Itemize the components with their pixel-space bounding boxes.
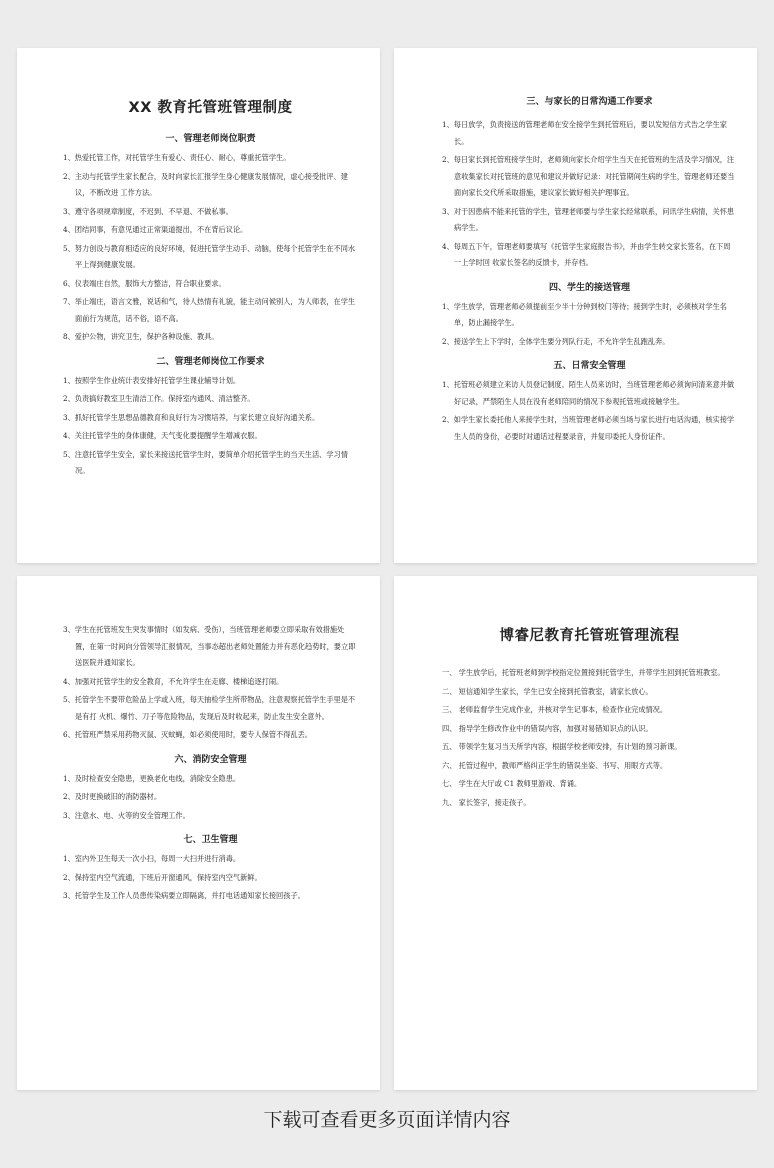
list-item: 3、遵守各项规章制度，不迟到、不早退、不做私事。 xyxy=(63,206,233,216)
section-heading: 七、卫生管理 xyxy=(183,835,238,845)
list-item: 5、努力创设与教育相适应的良好环境，促进托管学生动手、动脑，使每个托管学生在不同水平上得到健康发展。 xyxy=(63,243,356,269)
list-item: 6、托管班严禁采用药物灭鼠、灭蚊蝇，如必须使用时，要专人保管不得乱丢。 xyxy=(63,730,312,739)
list-item: 三、 老师监督学生完成作业，并核对学生记事本，检查作业完成情况。 xyxy=(442,705,668,714)
list-item: 3、托管学生及工作人员患传染病要立即隔离，并打电话通知家长接回孩子。 xyxy=(63,891,305,900)
list-item: 九、 家长签字，接走孩子。 xyxy=(442,797,531,807)
list-item: 3、注意水、电、火等的安全管理工作。 xyxy=(63,810,190,820)
download-caption: 下载可查看更多页面详情内容 xyxy=(263,1109,511,1131)
document-page-2 xyxy=(394,48,757,563)
list-item: 2、及时更换破旧的消防器材。 xyxy=(63,792,162,801)
list-item: 六、 托管过程中，教师严格纠正学生的错误坐姿、书写、用眼方式等。 xyxy=(442,760,668,770)
list-item: 6、仪表端庄自然，服饰大方整洁，符合职业要求。 xyxy=(63,278,226,288)
list-item: 2、保持室内空气流通，下班后开窗通风，保持室内空气新鲜。 xyxy=(63,872,262,882)
list-item: 2、接送学生上下学时，全体学生要分列队行走，不允许学生乱跑乱奔。 xyxy=(442,336,670,346)
page-title: XX 教育托管班管理制度 xyxy=(128,100,293,116)
list-item: 4、加强对托管学生的安全教育，不允许学生在走廊、楼梯追逐打闹。 xyxy=(63,676,284,686)
list-item: 1、按照学生作业统计表安排好托管学生课业辅导计划。 xyxy=(63,375,241,385)
list-item: 5、注意托管学生安全，家长来接送托管学生时，要简单介绍托管学生的当天生活、学习情况。 xyxy=(63,449,348,475)
list-item: 二、 短信通知学生家长，学生已安全接到托管教室，请家长放心。 xyxy=(442,686,653,696)
document-page-1 xyxy=(17,48,380,563)
page-title: 博睿尼教育托管班管理流程 xyxy=(499,628,680,644)
document-page-4 xyxy=(394,576,757,1090)
list-item: 五、 带领学生复习当天所学内容，根据学校老师安排，有计划的预习新课。 xyxy=(442,742,682,751)
list-item: 1、及时检查安全隐患，更换老化电线，消除安全隐患。 xyxy=(63,773,241,783)
document-page-3 xyxy=(17,576,380,1090)
list-item: 2、主动与托管学生家长配合，及时向家长汇报学生身心健康发展情况，虚心接受批评、建议，不断改进 工作方法。 xyxy=(63,171,348,197)
list-item: 3、学生在托管班发生突发事情时（如发病、受伤），当班管理老师要立即采取有效措施处置，在第一时间向分管领导汇报情况，当事态超出老师处置能力并有恶化趋势时，要立即送医院并通知家长。 xyxy=(63,625,356,667)
list-item: 1、学生放学，管理老师必须提前至少半十分钟到校门等待；接到学生时，必须核对学生名单，防止漏接学生。 xyxy=(442,301,727,327)
list-item: 1、室内外卫生每天一次小扫，每周一大扫并进行消毒。 xyxy=(63,854,241,863)
section-heading: 三、与家长的日常沟通工作要求 xyxy=(526,97,653,107)
list-item: 2、每日家长到托管班接学生时，老师须向家长介绍学生当天在托管班的生活及学习情况，注意收集家长对托管班的意见和建议并做好记录：对托管期间生病的学生，管理老师还要当面向家长交代所采取措施，建议家长做好相关护理事宜。 xyxy=(442,155,735,197)
list-item: 四、 指导学生修改作业中的错误内容，加强对易错知识点的认识。 xyxy=(442,723,653,733)
list-item: 3、抓好托管学生思想品德教育和良好行为习惯培养，与家长建立良好沟通关系。 xyxy=(63,412,320,422)
section-heading: 五、日常安全管理 xyxy=(553,361,626,371)
list-item: 3、对于因患病不能来托管的学生，管理老师要与学生家长经常联系，问讯学生病情，关怀患病学生。 xyxy=(442,206,735,232)
section-heading: 二、管理老师岗位工作要求 xyxy=(156,356,265,367)
list-item: 4、关注托管学生的身体康健，天气变化要提醒学生增减衣服。 xyxy=(63,431,262,440)
list-item: 4、团结同事，有意见通过正常渠道提出，不在背后议论。 xyxy=(63,225,248,234)
list-item: 1、热爱托管工作，对托管学生有爱心、责任心、耐心，尊重托管学生。 xyxy=(63,153,291,162)
list-item: 一、 学生放学后，托管班老师到学校指定位置接到托管学生，并带学生回到托管班教室。 xyxy=(442,668,725,677)
list-item: 1、托管班必须建立来访人员登记制度。陌生人员来访时，当班管理老师必须询问清来意并做好记录，严禁陌生人员在没有老师陪同的情况下参观托管班或接触学生。 xyxy=(442,380,735,406)
list-item: 8、爱护公物，讲究卫生，保护各种设施、教具。 xyxy=(63,332,219,341)
section-heading: 六、消防安全管理 xyxy=(174,754,247,765)
list-item: 7、举止端庄，语言文雅，说话和气，待人热情有礼貌，能主动问候别人，为人师表，在学生面前行为规范，话不俗，语不高。 xyxy=(63,297,356,323)
list-item: 5、托管学生不要带危险品上学或入班，每天抽检学生所带物品，注意观察托管学生手里是不是有打 火机、爆竹、刀子等危险物品，发现后及时收起来，防止发生安全意外。 xyxy=(63,695,356,721)
section-heading: 一、管理老师岗位职责 xyxy=(165,134,256,144)
section-heading: 四、学生的接送管理 xyxy=(548,282,630,293)
list-item: 1、每日放学，负责接送的管理老师在安全接学生到托管班后，要以发短信方式告之学生家长。 xyxy=(442,120,727,146)
list-item: 2、如学生家长委托他人来接学生时，当班管理老师必须当场与家长进行电话沟通，核实接学生人员的身份，必要时对通话过程要录音，并复印委托人身份证件。 xyxy=(442,415,735,441)
list-item: 七、 学生在大厅或 C1 教师里游戏、背诵。 xyxy=(442,779,582,788)
list-item: 2、负责搞好教室卫生清洁工作。保持室内通风、清洁整齐。 xyxy=(63,394,255,403)
list-item: 4、每周五下午，管理老师要填写《托管学生家庭报告书》，并由学生转交家长签名，在下周一上学时回 收家长签名的反馈卡，并存档。 xyxy=(442,241,731,267)
